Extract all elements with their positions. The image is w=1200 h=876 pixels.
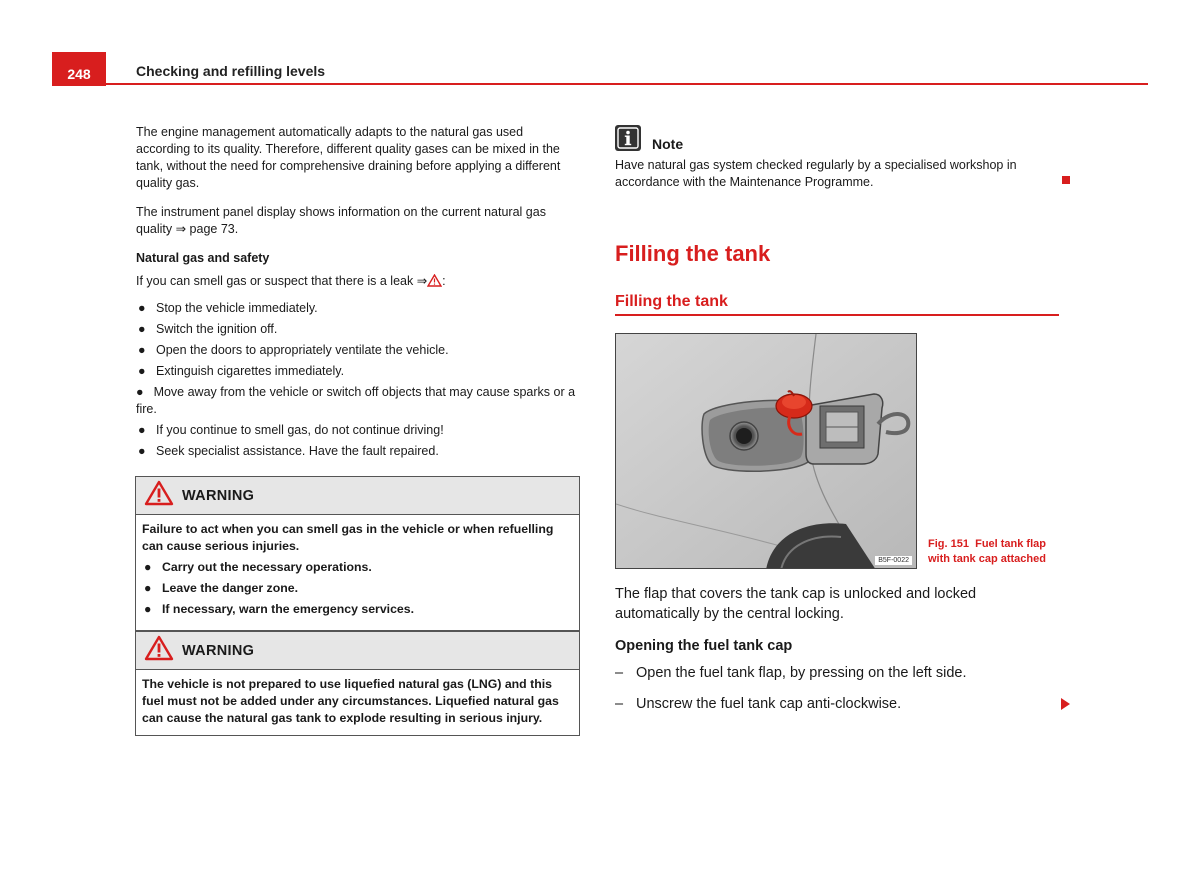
list-item: ● Extinguish cigarettes immediately. — [138, 364, 345, 378]
figure-caption — [928, 537, 1068, 567]
warning-header — [136, 632, 579, 670]
warning-box-refuelling — [135, 476, 580, 631]
warning-list — [142, 559, 573, 618]
warning-triangle-icon — [144, 635, 174, 666]
list-item: ● Open the doors to appropriately ventilate the vehicle. — [138, 343, 449, 357]
list-item: ● Move away from the vehicle or switch off objects that may cause sparks or a fire. — [136, 385, 576, 416]
warning-triangle-icon — [427, 274, 442, 292]
list-item: ● If necessary, warn the emergency services. — [144, 602, 415, 616]
list-item: ● Stop the vehicle immediately. — [138, 301, 318, 315]
warning-title: WARNING — [182, 487, 255, 504]
safety-heading: Natural gas and safety — [136, 251, 270, 265]
caption-text: Fuel tank flap with tank cap attached — [928, 538, 1046, 565]
safety-intro-end: : — [442, 274, 446, 288]
intro-paragraph: The engine management automatically adapts to the natural gas used according to its quality. Therefore, different quality gases can be mixed in the tank, without the need for comprehensive draining before applying a different quality gas. — [136, 125, 561, 190]
caption-label: Fig. 151 — [928, 538, 969, 550]
note-title: Note — [652, 136, 684, 152]
warning-header — [136, 477, 579, 515]
instrument-paragraph: The instrument panel display shows information on the current natural gas quality ⇒ page 73. — [136, 205, 546, 236]
warning-body — [136, 670, 579, 735]
fuel-flap-illustration — [616, 334, 917, 569]
header-rule — [106, 83, 1148, 85]
list-item: ● Carry out the necessary operations. — [144, 560, 372, 574]
warning-body — [136, 515, 579, 630]
subsection-title: Filling the tank — [615, 293, 728, 310]
list-item: ● Switch the ignition off. — [138, 322, 278, 336]
section-title: Filling the tank — [615, 241, 771, 266]
step-text: Open the fuel tank flap, by pressing on the left side. — [636, 665, 967, 681]
safety-list — [136, 300, 580, 460]
step-text: Unscrew the fuel tank cap anti-clockwise. — [636, 696, 902, 712]
step-marker: – — [615, 696, 624, 712]
safety-intro-text: If you can smell gas or suspect that there is a leak ⇒ — [136, 274, 428, 288]
note-text: Have natural gas system checked regularly by a specialised workshop in accordance with the Maintenance Programme. — [615, 158, 1017, 189]
list-item: ● Seek specialist assistance. Have the fault repaired. — [138, 444, 439, 458]
page-number-box — [52, 52, 106, 86]
page-number: 248 — [67, 66, 91, 82]
fuel-flap-figure — [615, 333, 917, 569]
opening-heading: Opening the fuel tank cap — [615, 638, 793, 654]
warning-intro: Failure to act when you can smell gas in the vehicle or when refuelling can cause serious injuries. — [142, 522, 554, 553]
chapter-title: Checking and refilling levels — [136, 63, 326, 79]
list-item: ● If you continue to smell gas, do not continue driving! — [138, 423, 444, 437]
subsection-rule — [615, 314, 1059, 316]
step-marker: – — [615, 665, 624, 681]
info-icon — [615, 125, 641, 151]
end-of-section-marker — [1062, 176, 1070, 184]
safety-intro — [136, 273, 580, 292]
continue-arrow-icon — [1061, 698, 1070, 710]
figure-code: B5F-0022 — [875, 556, 912, 565]
warning-triangle-icon — [144, 480, 174, 511]
warning-text: The vehicle is not prepared to use liquefied natural gas (LNG) and this fuel must not be added under any circumstances. Liquefied natural gas can cause the natural gas tank to explode resulting in serious injury. — [142, 677, 559, 725]
list-item: ● Leave the danger zone. — [144, 581, 298, 595]
flap-description: The flap that covers the tank cap is unlocked and locked automatically by the central locking. — [615, 586, 977, 622]
warning-title: WARNING — [182, 642, 255, 659]
left-column — [136, 124, 580, 464]
warning-box-lng — [135, 631, 580, 736]
